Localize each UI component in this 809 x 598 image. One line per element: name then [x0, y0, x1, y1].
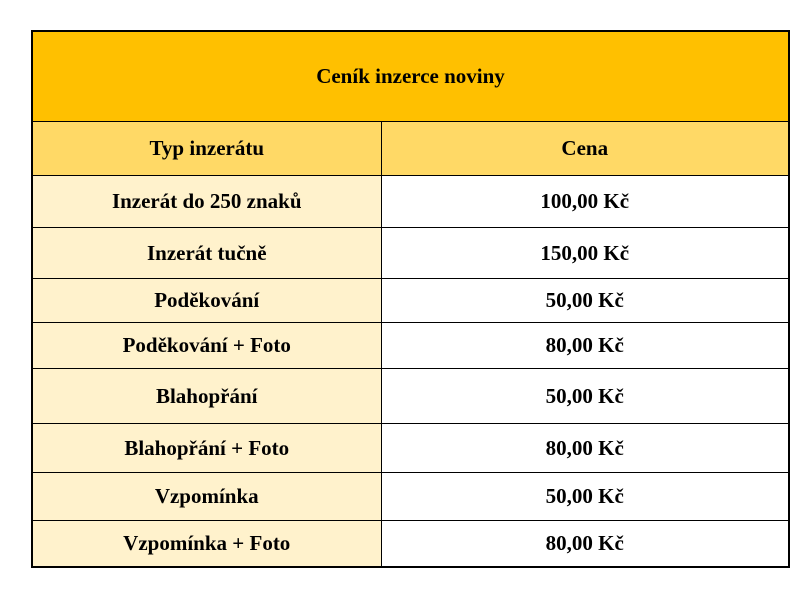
header-price: Cena	[381, 122, 789, 176]
price-cell: 50,00 Kč	[381, 369, 789, 424]
price-cell: 80,00 Kč	[381, 323, 789, 369]
price-cell: 100,00 Kč	[381, 176, 789, 228]
table-row	[32, 176, 789, 228]
header-type: Typ inzerátu	[32, 122, 381, 176]
ad-type-cell: Blahopřání	[32, 369, 381, 424]
ad-type-cell: Vzpomínka + Foto	[32, 521, 381, 567]
price-cell: 80,00 Kč	[381, 521, 789, 567]
price-cell: 80,00 Kč	[381, 424, 789, 473]
price-cell: 150,00 Kč	[381, 228, 789, 279]
ad-type-cell: Poděkování + Foto	[32, 323, 381, 369]
ad-type-cell: Blahopřání + Foto	[32, 424, 381, 473]
table-row	[32, 369, 789, 424]
price-cell: 50,00 Kč	[381, 473, 789, 521]
table-row	[32, 521, 789, 567]
header-row	[32, 122, 789, 176]
title-row	[32, 31, 789, 122]
table-row	[32, 424, 789, 473]
ad-type-cell: Inzerát do 250 znaků	[32, 176, 381, 228]
price-list-table	[31, 30, 790, 568]
ad-type-cell: Vzpomínka	[32, 473, 381, 521]
ad-type-cell: Inzerát tučně	[32, 228, 381, 279]
table-title: Ceník inzerce noviny	[32, 31, 789, 122]
table-row	[32, 473, 789, 521]
ad-type-cell: Poděkování	[32, 279, 381, 323]
price-cell: 50,00 Kč	[381, 279, 789, 323]
table-row	[32, 228, 789, 279]
table-row	[32, 323, 789, 369]
table-row	[32, 279, 789, 323]
